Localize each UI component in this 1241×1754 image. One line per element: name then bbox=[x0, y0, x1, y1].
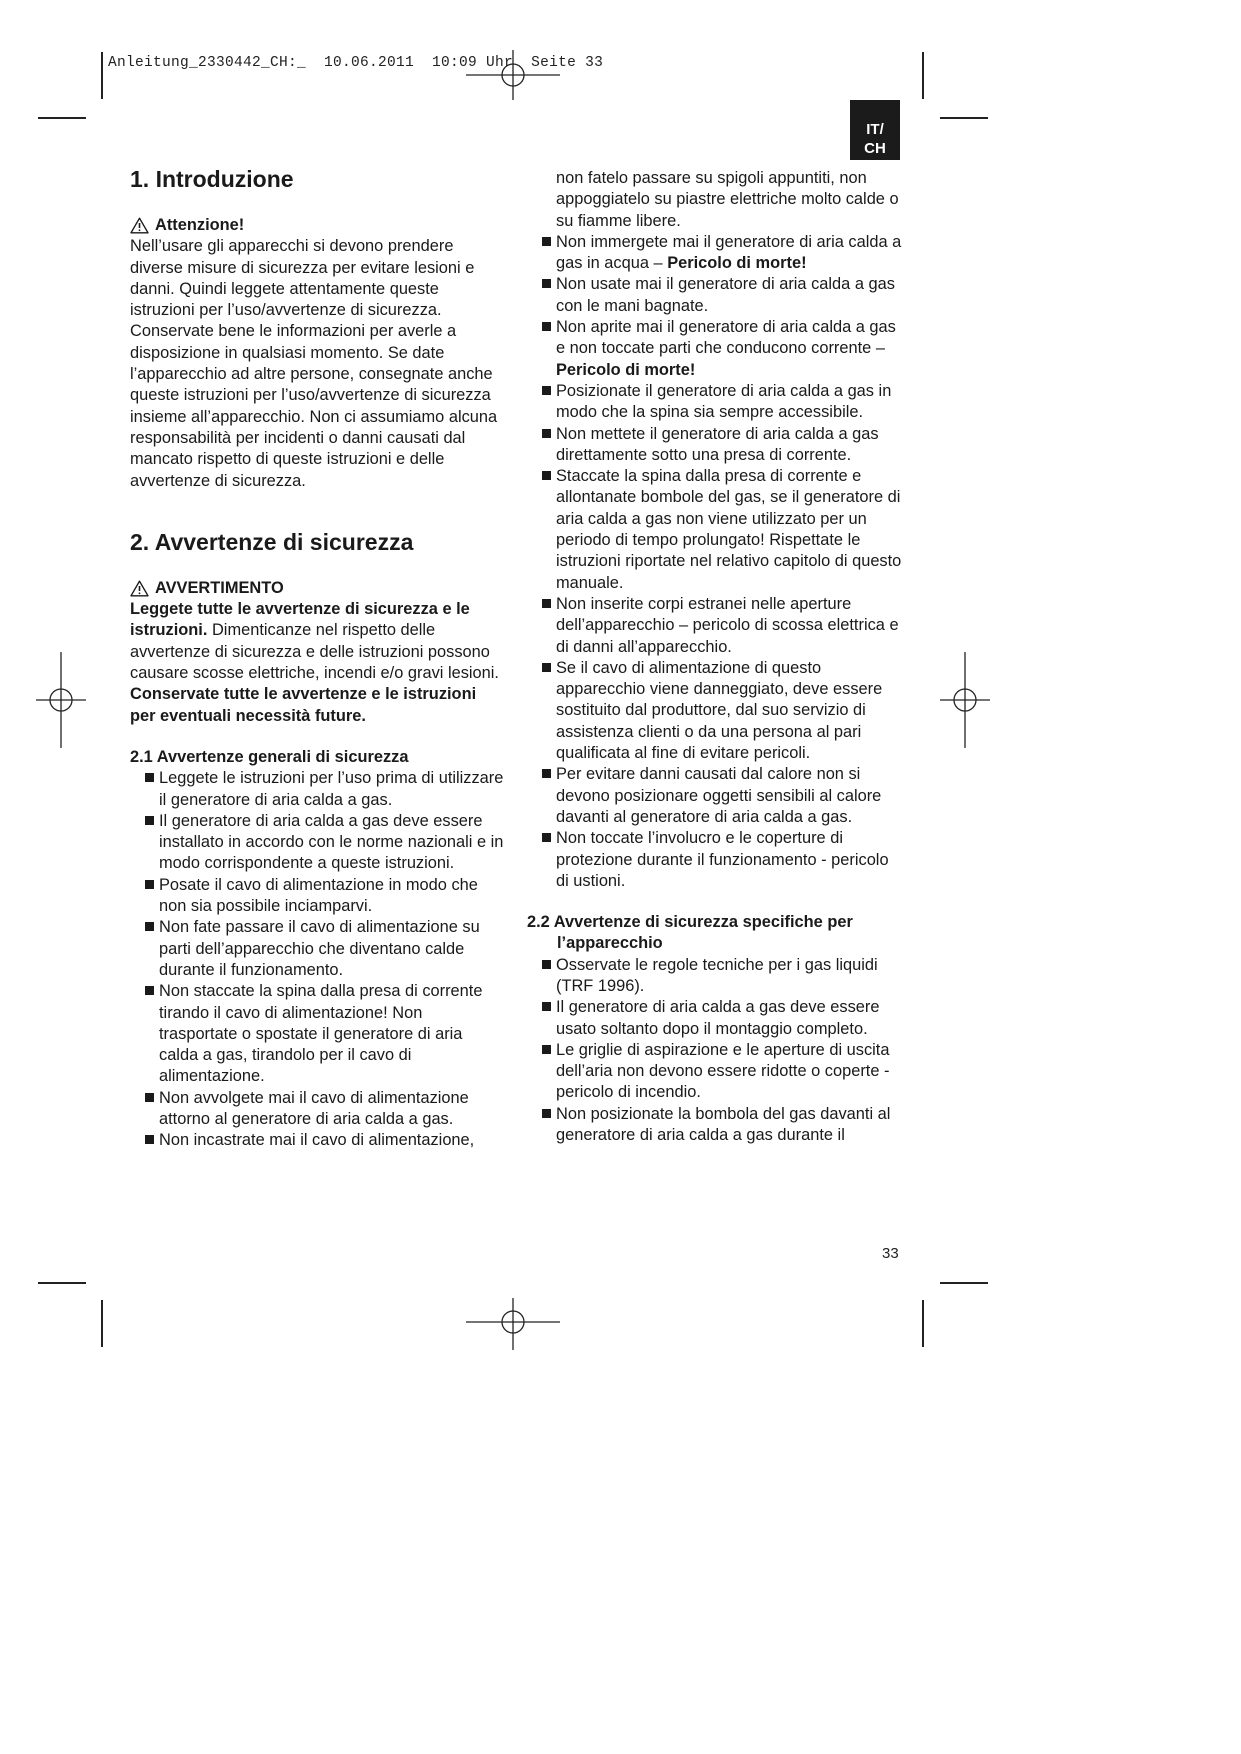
specific-heading: 2.2 Avvertenze di sicurezza specifiche per l’apparecchio bbox=[527, 913, 853, 953]
crop-mark bbox=[101, 52, 103, 99]
language-tab bbox=[850, 100, 900, 160]
list-item: Osservate le regole tecniche per i gas liquidi (TRF 1996). bbox=[527, 955, 902, 998]
list-item: Posate il cavo di alimentazione in modo che non sia possibile inciamparvi. bbox=[130, 875, 505, 918]
crop-mark bbox=[101, 1300, 103, 1347]
crop-mark bbox=[940, 1282, 988, 1284]
crop-mark bbox=[38, 1282, 86, 1284]
warning-triangle-icon bbox=[130, 580, 149, 597]
list-item: Per evitare danni causati dal calore non si devono posizionare oggetti sensibili al calore davanti al generatore di aria calda a gas. bbox=[527, 764, 902, 828]
list-item: Il generatore di aria calda a gas deve essere usato soltanto dopo il montaggio completo. bbox=[527, 997, 902, 1040]
safety-heading: 2. Avvertenze di sicurezza bbox=[130, 528, 414, 555]
list-item: Leggete le istruzioni per l’uso prima di utilizzare il generatore di aria calda a gas. bbox=[130, 768, 505, 811]
intro-heading: 1. Introduzione bbox=[130, 166, 294, 192]
crop-mark bbox=[940, 117, 988, 119]
list-item bbox=[527, 232, 902, 275]
list-item: Non avvolgete mai il cavo di alimentazione attorno al generatore di aria calda a gas. bbox=[130, 1088, 505, 1131]
intro-warning bbox=[130, 215, 505, 236]
left-column bbox=[130, 165, 505, 1152]
crop-mark bbox=[922, 1300, 924, 1347]
general-list bbox=[130, 768, 505, 1151]
list-item: Non fate passare il cavo di alimentazione su parti dell’apparecchio che diventano calde durante il funzionamento. bbox=[130, 917, 505, 981]
list-item-text: Non aprite mai il generatore di aria calda a gas e non toccate parti che conducono corrente – bbox=[556, 318, 896, 358]
list-item: Se il cavo di alimentazione di questo apparecchio viene danneggiato, deve essere sostituito dal produttore, dal suo servizio di assistenza clienti o da una persona al pari qualificata al fine di evitare pericoli. bbox=[527, 658, 902, 764]
intro-warning-title: Attenzione! bbox=[155, 216, 245, 234]
right-column bbox=[527, 168, 902, 1146]
list-item: Il generatore di aria calda a gas deve essere installato in accordo con le norme nazionali e in modo corrispondente a queste istruzioni. bbox=[130, 811, 505, 875]
list-item bbox=[527, 317, 902, 381]
crop-mark bbox=[38, 117, 86, 119]
danger-label: Pericolo di morte! bbox=[667, 254, 807, 273]
language-tab-line2: CH bbox=[864, 140, 886, 157]
intro-body: Nell’usare gli apparecchi si devono prendere diverse misure di sicurezza per evitare lesioni e danni. Quindi leggete attentamente queste istruzioni per l’uso/avvertenze di sicurezza. Conservate bene le informazioni per averle a disposizione in qualsiasi momento. Se date l’apparecchio ad altre persone, consegnate anche queste istruzioni per l’uso/avvertenze di sicurezza insieme all’apparecchio. Non ci assumiamo alcuna responsabilità per incidenti o danni causati dal mancato rispetto di queste istruzioni e delle avvertenze di sicurezza. bbox=[130, 237, 498, 490]
list-item: Non inserite corpi estranei nelle aperture dell’apparecchio – pericolo di scossa elettrica e di danni all’apparecchio. bbox=[527, 594, 902, 658]
safety-lead-bold: Leggete tutte le avvertenze di sicurezza e le istruzioni. bbox=[130, 600, 470, 640]
safety-warning-title: AVVERTIMENTO bbox=[155, 578, 284, 597]
safety-warning bbox=[130, 578, 505, 599]
crop-mark bbox=[922, 52, 924, 99]
general-list-continued bbox=[527, 168, 902, 892]
registration-mark-icon bbox=[466, 1298, 560, 1350]
general-heading: 2.1 Avvertenze generali di sicurezza bbox=[130, 747, 409, 766]
registration-mark-icon bbox=[466, 50, 560, 100]
safety-lead bbox=[130, 599, 505, 684]
list-item: Non staccate la spina dalla presa di corrente tirando il cavo di alimentazione! Non trasportate o spostate il generatore di aria calda a gas, tirandolo per il cavo di alimentazione. bbox=[130, 981, 505, 1087]
list-item-continuation: non fatelo passare su spigoli appuntiti, non appoggiatelo su piastre elettriche molto calde o su fiamme libere. bbox=[556, 169, 899, 230]
list-item-text: Non immergete mai il generatore di aria calda a gas in acqua – bbox=[556, 232, 902, 273]
danger-label: Pericolo di morte! bbox=[556, 360, 696, 379]
list-item: Non posizionate la bombola del gas davanti al generatore di aria calda a gas durante il bbox=[527, 1104, 902, 1147]
registration-mark-icon bbox=[940, 652, 990, 748]
list-item: Le griglie di aspirazione e le aperture di uscita dell’aria non devono essere ridotte o coperte - pericolo di incendio. bbox=[527, 1040, 902, 1104]
list-item: Non toccate l’involucro e le coperture di protezione durante il funzionamento - pericolo di ustioni. bbox=[527, 828, 902, 892]
list-item: Non mettete il generatore di aria calda a gas direttamente sotto una presa di corrente. bbox=[527, 424, 902, 467]
list-item: Non usate mai il generatore di aria calda a gas con le mani bagnate. bbox=[527, 274, 902, 317]
language-tab-line1: IT/ bbox=[866, 121, 884, 138]
page-number: 33 bbox=[882, 1245, 899, 1262]
list-item: Posizionate il generatore di aria calda a gas in modo che la spina sia sempre accessibile. bbox=[527, 381, 902, 424]
registration-mark-icon bbox=[36, 652, 86, 748]
warning-triangle-icon bbox=[130, 217, 149, 234]
safety-lead-text: Dimenticanze nel rispetto delle avvertenze di sicurezza e delle istruzioni possono causare scosse elettriche, incendi e/o gravi lesioni. bbox=[130, 621, 499, 683]
specific-list bbox=[527, 955, 902, 1147]
print-slug: Anleitung_2330442_CH:_ 10.06.2011 10:09 Uhr Seite 33 bbox=[108, 55, 604, 71]
list-item: Non incastrate mai il cavo di alimentazione, bbox=[130, 1130, 505, 1151]
list-item: Staccate la spina dalla presa di corrente e allontanate bombole del gas, se il generatore di aria calda a gas non viene utilizzato per un periodo di tempo prolungato! Rispettate le istruzioni riportate nel relativo capitolo di questo manuale. bbox=[527, 466, 902, 594]
safety-keep-note: Conservate tutte le avvertenze e le istruzioni per eventuali necessità future. bbox=[130, 685, 477, 725]
